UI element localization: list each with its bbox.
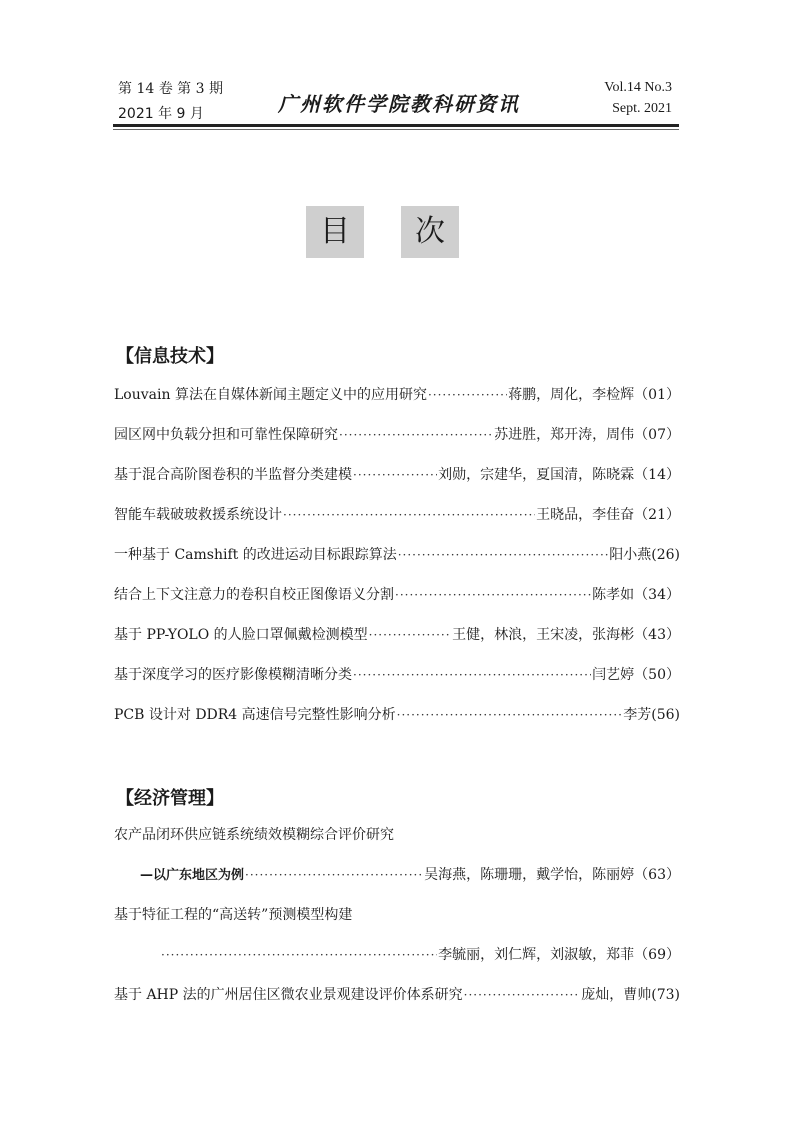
header-rule-thick <box>113 124 679 127</box>
volume-issue-en: Vol.14 No.3 <box>604 80 672 95</box>
entry-title: 基于 AHP 法的广州居住区微农业景观建设评价体系研究 <box>114 987 463 1003</box>
section-heading-econ: 【经济管理】 <box>116 788 224 809</box>
entry-authors: 苏进胜，郑开涛，周伟（07） <box>494 427 680 443</box>
toc-entry[interactable] <box>114 544 680 566</box>
entry-authors: 庞灿，曹帅(73) <box>581 987 680 1003</box>
toc-entry[interactable] <box>114 464 680 486</box>
entry-title: 基于混合高阶图卷积的半监督分类建模 <box>114 467 352 483</box>
toc-title-char-1: 目 <box>306 206 364 258</box>
entry-title: 基于特征工程的“高送转”预测模型构建 <box>114 907 353 923</box>
toc-entry[interactable] <box>114 624 680 646</box>
entry-title: 基于 PP-YOLO 的人脸口罩佩戴检测模型 <box>114 627 368 643</box>
leader-dots <box>353 668 591 682</box>
header-rule-thin <box>113 129 679 130</box>
leader-dots <box>369 628 452 642</box>
entry-title: 基于深度学习的医疗影像模糊清晰分类 <box>114 667 352 683</box>
entry-title: PCB 设计对 DDR4 高速信号完整性影响分析 <box>114 707 396 723</box>
section-heading-it: 【信息技术】 <box>116 346 224 367</box>
entry-subtitle: —以广东地区为例 <box>140 868 245 883</box>
entry-title: 园区网中负载分担和可靠性保障研究 <box>114 427 338 443</box>
leader-dots <box>395 588 591 602</box>
entry-authors: 吴海燕，陈珊珊，戴学怡，陈丽婷（63） <box>424 867 680 883</box>
entry-title: 结合上下文注意力的卷积自校正图像语义分割 <box>114 587 394 603</box>
leader-dots <box>283 508 535 522</box>
entry-authors: 王健，林浪，王宋凌，张海彬（43） <box>452 627 680 643</box>
date-cn: 2021 年 9 月 <box>118 106 204 122</box>
leader-dots <box>398 548 609 562</box>
toc-entry[interactable] <box>114 704 680 726</box>
leader-dots <box>397 708 623 722</box>
toc-entry[interactable] <box>114 984 680 1006</box>
leader-dots <box>353 468 437 482</box>
entry-authors: 闫艺婷（50） <box>592 667 680 683</box>
entry-authors: 王晓品，李佳奋（21） <box>536 507 680 523</box>
date-en: Sept. 2021 <box>612 101 672 116</box>
entry-authors: 阳小燕(26) <box>609 547 680 563</box>
toc-entry[interactable] <box>114 824 680 846</box>
volume-issue-cn: 第 14 卷 第 3 期 <box>118 81 223 97</box>
toc-entry[interactable] <box>114 424 680 446</box>
entry-title: 智能车载破玻救援系统设计 <box>114 507 282 523</box>
toc-entry[interactable] <box>114 664 680 686</box>
entry-title: 农产品闭环供应链系统绩效模糊综合评价研究 <box>114 827 394 843</box>
toc-entry[interactable] <box>114 504 680 526</box>
toc-title <box>0 206 792 258</box>
entry-authors: 陈孝如（34） <box>592 587 680 603</box>
leader-dots <box>161 948 437 962</box>
toc-entry[interactable] <box>114 384 680 406</box>
entry-authors: 李毓丽，刘仁辉，刘淑敏，郑菲（69） <box>438 947 680 963</box>
entry-authors: 李芳(56) <box>623 707 680 723</box>
toc-entry-subtitle[interactable] <box>140 864 680 886</box>
toc-title-char-2: 次 <box>401 206 459 258</box>
toc-entry[interactable] <box>114 584 680 606</box>
journal-header <box>0 0 792 140</box>
toc-entry[interactable] <box>114 904 680 926</box>
leader-dots <box>245 868 423 882</box>
leader-dots <box>464 988 581 1002</box>
entry-authors: 蒋鹏，周化，李检辉（01） <box>508 387 680 403</box>
toc-entry-continuation[interactable] <box>160 944 680 966</box>
journal-title: 广州软件学院教科研资讯 <box>278 92 520 116</box>
entry-title: 一种基于 Camshift 的改进运动目标跟踪算法 <box>114 547 397 563</box>
entry-title: Louvain 算法在自媒体新闻主题定义中的应用研究 <box>114 387 427 403</box>
leader-dots <box>339 428 493 442</box>
entry-authors: 刘勋，宗建华，夏国清，陈晓霖（14） <box>438 467 680 483</box>
leader-dots <box>428 388 507 402</box>
